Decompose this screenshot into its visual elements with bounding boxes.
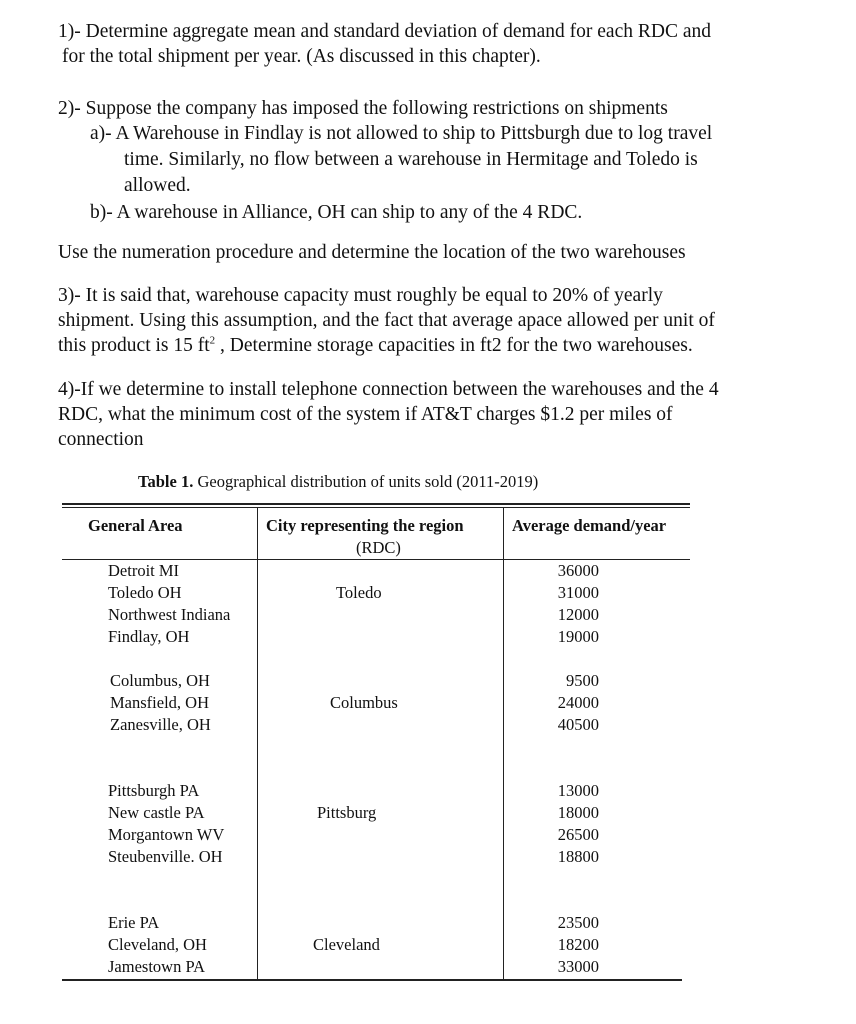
q3-line-2: shipment. Using this assumption, and the fact that average apace allowed per unit of <box>58 310 715 331</box>
table-row-demand: 18200 <box>557 935 599 954</box>
q3-line-1: 3)- It is said that, warehouse capacity must roughly be equal to 20% of yearly <box>58 285 663 306</box>
q4-line-1: 4)-If we determine to install telephone connection between the warehouses and the 4 <box>58 379 719 400</box>
table-top-rule <box>62 503 690 505</box>
q2-a-line-2: time. Similarly, no flow between a warehouse in Hermitage and Toledo is <box>124 149 698 170</box>
table-caption-text: Geographical distribution of units sold (2011-2019) <box>193 472 539 491</box>
table-row-demand: 31000 <box>557 583 599 602</box>
table-row-area: Morgantown WV <box>108 825 225 844</box>
table-row-area: Pittsburgh PA <box>108 781 200 800</box>
rdc-city: Columbus <box>330 693 398 712</box>
table-row-area: Jamestown PA <box>108 957 206 976</box>
table-row-area: Findlay, OH <box>108 627 190 646</box>
table-row-demand: 33000 <box>557 957 599 976</box>
q2-b-line-1: b)- A warehouse in Alliance, OH can ship to any of the 4 RDC. <box>90 202 583 223</box>
table-row-area: Mansfield, OH <box>110 693 209 712</box>
header-demand: Average demand/year <box>512 516 667 535</box>
header-general-area: General Area <box>88 516 183 535</box>
table-row-demand: 36000 <box>557 561 599 580</box>
table-row-area: Northwest Indiana <box>108 605 231 624</box>
table-row-demand: 18800 <box>557 847 599 866</box>
q1-line-2: for the total shipment per year. (As discussed in this chapter). <box>62 46 541 67</box>
q3-superscript: 2 <box>209 334 216 347</box>
q2-a-line-1: a)- A Warehouse in Findlay is not allowed to ship to Pittsburgh due to log travel <box>90 123 713 144</box>
q4-line-3: connection <box>58 429 144 450</box>
table-caption <box>138 472 538 492</box>
q4-line-2: RDC, what the minimum cost of the system if AT&T charges $1.2 per miles of <box>58 404 673 425</box>
table-row-area: New castle PA <box>108 803 205 822</box>
table-row-demand: 23500 <box>557 913 599 932</box>
q2-a-line-3: allowed. <box>124 175 191 196</box>
table-row-area: Zanesville, OH <box>110 715 211 734</box>
q3-line-3-post: , Determine storage capacities in ft2 for the two warehouses. <box>215 335 693 356</box>
table-row-demand: 18000 <box>557 803 599 822</box>
table-row-demand: 24000 <box>557 693 599 712</box>
header-city: City representing the region <box>266 516 464 535</box>
table-top-rule-2 <box>62 507 690 508</box>
header-city-rdc: (RDC) <box>356 538 401 557</box>
table-row-demand: 40500 <box>557 715 599 734</box>
table-row-area: Cleveland, OH <box>108 935 207 954</box>
table-bottom-rule <box>62 979 682 981</box>
table-row-area: Steubenville. OH <box>108 847 223 866</box>
table-row-demand: 13000 <box>557 781 599 800</box>
table-caption-label: Table 1. <box>138 472 194 491</box>
table-row-area: Erie PA <box>108 913 160 932</box>
q3-line-3 <box>58 333 693 358</box>
table-row-area: Detroit MI <box>108 561 180 580</box>
table-row-area: Columbus, OH <box>110 671 210 690</box>
q2-intro: 2)- Suppose the company has imposed the following restrictions on shipments <box>58 98 668 119</box>
rdc-city: Toledo <box>336 583 382 602</box>
table-header-rule <box>62 559 690 560</box>
table-column-divider-2 <box>503 508 504 979</box>
table-row-demand: 26500 <box>557 825 599 844</box>
table-row-demand: 12000 <box>557 605 599 624</box>
table-row-demand: 19000 <box>557 627 599 646</box>
rdc-city: Cleveland <box>313 935 380 954</box>
q1-line-1: 1)- Determine aggregate mean and standard deviation of demand for each RDC and <box>58 21 711 42</box>
table-row-area: Toledo OH <box>108 583 182 602</box>
table-row-demand: 9500 <box>566 671 599 690</box>
table-column-divider-1 <box>257 508 258 979</box>
rdc-city: Pittsburg <box>317 803 377 822</box>
q3-line-3-pre: this product is 15 ft <box>58 335 210 356</box>
q2-use-line: Use the numeration procedure and determine the location of the two warehouses <box>58 242 686 263</box>
